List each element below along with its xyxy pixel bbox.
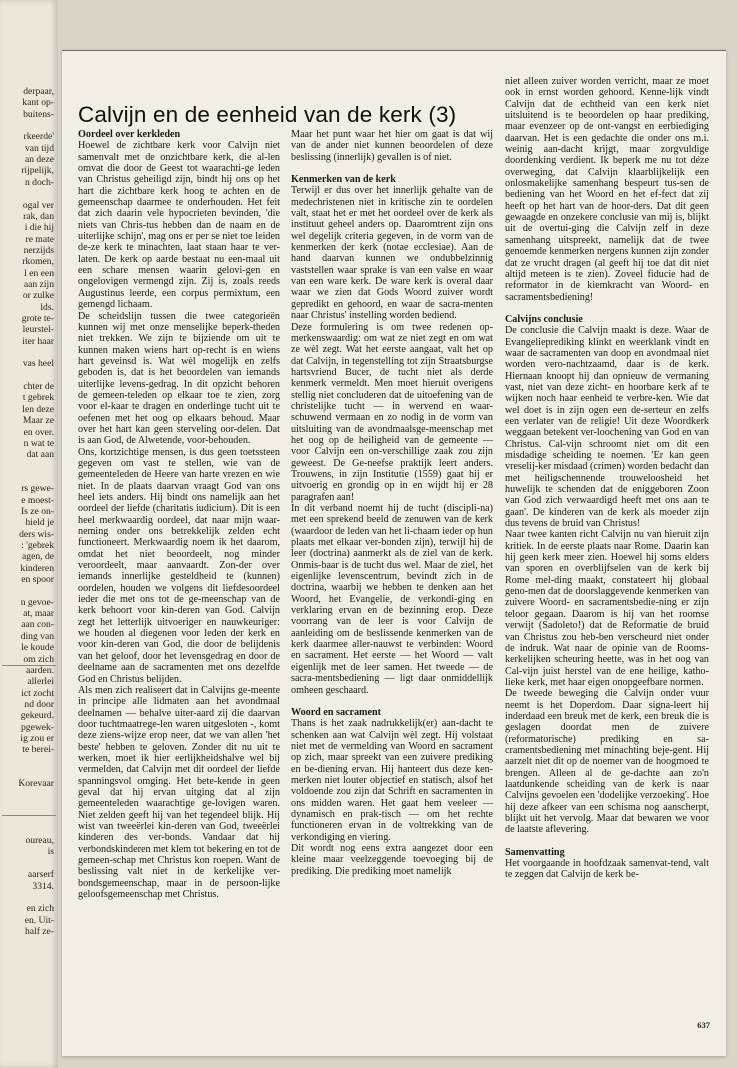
margin-fragment: n wat te bbox=[23, 437, 54, 449]
previous-page-margin bbox=[0, 0, 58, 1068]
body-paragraph: Deze formulering is om twee redenen op-merkenswaardig: om wat ze niet zegt en om wat ze wèl zegt. Wat het eerste aangaat, valt het op dat Calvijn, in tegenstelling tot zijn Straatsburgse hartsvriend Bucer, de tucht niet als derde kenmerk vermeldt. Men moet hieruit overigens stellig niet concluderen dat de uitoefening van de christelijke tucht — in wervend en waar-schuwend vermaan en zo nodig in de vorm van uitsluiting van de avondmaalsge-meenschap met het oog op de heiligheid van de gemeente — voor Calvijn een on-verschillige zaak zou zijn geweest. De Ge-neefse praktijk leert anders. Trouwens, in zijn Institutie (1559) gaat hij er uitvoerig en grondig op in en wijdt hij er 28 paragrafen aan! bbox=[291, 321, 493, 503]
body-paragraph: De scheidslijn tussen die twee categorieën kunnen wij met onze menselijke beperk-theden niet trekken. We zijn te bijziende om uit te kunnen maken wiens hart op-recht is en wiens hart geveinsd is. Wat wèl mogelijk en zelfs geboden is, dat is het beoordelen van iemands uiterlijke levens-gedrag. In dit opzicht behoren de gemeen-teleden op elkaar toe te zien, zorg voor el-kaar te dragen en onderlinge tucht uit te oefenen met het oog op elkaars behoud. Maar over het hart kan geen sterveling oor-delen. Dat is aan God, de Alwetende, voor-behouden. bbox=[78, 310, 280, 447]
margin-fragment: i die hij bbox=[24, 222, 54, 234]
section-heading: Calvijns conclusie bbox=[505, 313, 583, 325]
margin-separator bbox=[2, 665, 56, 666]
margin-fragment: rkomen, bbox=[22, 256, 54, 268]
margin-fragment: rijpelijk, bbox=[21, 165, 54, 177]
margin-fragment: is bbox=[47, 846, 54, 858]
body-paragraph: De conclusie die Calvijn maakt is deze. Waar de Evangelieprediking klinkt en weerklank vindt en waar de sacramenten van doop en avondmaal niet worden vero-nachtzaamd, daar is de kerk. Hiernaan knoopt hij dan opnieuw de vermaning vast, niet van deze zicht- en hoorbare kerk af te wijken noch haar eenheid te verbre-ken. Wie dat wel doet is in zijn ogen een de-serteur en zelfs een verlater van de religie! Uit deze Woordkerk weggaan betekent ver-loochening van God en van Christus. Cal-vijn schroomt niet om dit een misdadige scheiding te noemen. 'Er kan geen vreselij-ker misdaad (crimen) worden bedacht dan met heiligschennende trouweloosheid het huwelijk te schenden dat de eniggeboren Zoon van God zich verwaardigd heeft met ons aan te gaan'. De kinderen van de kerk als moeder zijn dus tevens de bruid van Christus! bbox=[505, 325, 709, 530]
margin-fragment: le koude bbox=[21, 642, 54, 654]
column-right bbox=[505, 76, 709, 881]
margin-fragment: om zich bbox=[23, 653, 54, 665]
margin-fragment: n doch- bbox=[24, 176, 54, 188]
margin-fragment: ding van bbox=[20, 630, 54, 642]
section-heading: Woord en sacrament bbox=[291, 706, 381, 718]
margin-fragment: leurstel- bbox=[22, 324, 54, 336]
margin-fragment: half ze- bbox=[24, 925, 54, 937]
margin-fragment: aarden. bbox=[26, 664, 54, 676]
margin-fragment: Maar ze bbox=[22, 415, 54, 427]
article-title: Calvijn en de eenheid van de kerk (3) bbox=[78, 102, 457, 127]
margin-fragment: Korevaar bbox=[18, 778, 54, 790]
body-paragraph: Thans is het zaak nadrukkelijk(er) aan-dacht te schenken aan wat Calvijn wèl zegt. Hij volstaat niet met de vermelding van Woord en sacrament op zich, maar spreekt van een zuivere prediking en be-diening ervan. Hij hanteert dus deze ken-merken niet louter objectief en statisch, alsof het voldoende zou zijn dat Schrift en sacramenten in ons midden waren. Het gaat hem veeleer — dynamisch en prak-tisch — om het rechte functioneren ervan in de voltrekking van de verkondiging en viering. bbox=[291, 718, 493, 843]
margin-fragment: kant op- bbox=[22, 97, 54, 109]
margin-fragment: rak, dan bbox=[23, 210, 54, 222]
margin-fragment: Is ze on- bbox=[20, 505, 54, 517]
margin-fragment: : 'gebrek bbox=[21, 540, 54, 551]
body-paragraph: Ons, kortzichtige mensen, is dus geen toetssteen gegeven om vast te stellen, wie van de gemeenteleden de Heere van harte vrezen en wie niet. In de plaats daarvan vraagt God van ons heel iets anders. Hij bindt ons namelijk aan het oordeel der liefde (charitatis iudicium). Dit is een heel merkwaardig oordeel, dat naar mijn waar-neming onder ons betrekkelijk zelden echt functioneert. Merkwaardig noem ik het daarom, omdat het niet beoordeelt, nog minder veroordeelt, maar aanvaardt. Zon-der over iemands innerlijke gesteldheid te (kunnen) oordelen, houden we volgens dit liefdesoordeel ieder die met ons tot de ge-meenschap van de kerk behoort voor kin-deren van God. Calvijn zegt het letterlijk uitvoeriger en nauwkeuriger: we houden al diegenen voor leden der kerk en voor kin-deren van God, die door de belijdenis van het geloof, door het levensgedrag en door de deelname aan de sacramenten met ons dezelfde God en Christus belijden. bbox=[78, 446, 280, 685]
margin-fragment: 3314. bbox=[32, 880, 54, 892]
body-paragraph: Maar het punt waar het hier om gaat is dat wij van de ander niet kunnen beoordelen of deze beslissing (innerlijk) gevallen is of niet. bbox=[291, 129, 493, 163]
margin-fragment: nerzijds bbox=[23, 244, 54, 256]
margin-fragment: an deze bbox=[24, 154, 54, 166]
margin-fragment: lds. bbox=[40, 301, 54, 313]
margin-fragment: te berei- bbox=[22, 744, 54, 756]
margin-fragment: at, maar bbox=[23, 608, 54, 620]
body-paragraph: Hoewel de zichtbare kerk voor Calvijn niet samenvalt met de onzichtbare kerk, die al-len omvat die door de Geest tot waarachti-ge leden van Christus geheiligd zijn, bindt hij ons op het hart die zichtbare kerk hoog te achten en de gemeenschap daarmee te onderhouden. Het feit dat zich daarin vele hypocrieten bevinden, 'die niets van Chris-tus hebben dan de naam en de uiterlijke schijn', mag ons er per se niet toe leiden de-ze kerk te minachten, laat staan haar te ver-laten. De kerk op aarde bestaat nu een-maal uit een schare mensen waarin gelovi-gen en ongelovigen vermengd zijn. Zij is, zoals reeds Augustinus leerde, een corpus permixtum, een gemengd lichaam. bbox=[78, 140, 280, 311]
margin-fragment: chter de bbox=[23, 381, 54, 393]
margin-fragment: grote te- bbox=[21, 313, 54, 324]
margin-fragment: iter haar bbox=[22, 335, 54, 347]
margin-fragment: len deze bbox=[22, 403, 54, 415]
margin-fragment: oureau, bbox=[25, 835, 54, 847]
column-left bbox=[78, 129, 280, 900]
margin-fragment: ders wis- bbox=[19, 528, 54, 540]
body-paragraph: Naar twee kanten richt Calvijn nu van hieruit zijn kritiek. In de eerste plaats naar Rome. Daarin kan hij geen kerk meer zien. Hoewel hij soms elders van sporen en overblijfselen van de kerk bij Rome mel-ding maakt, constateert hij globaal geno-men dat de doorslaggevende kenmerken van zuivere Woord- en sacramentsbedie-ning er zijn teloor gegaan. Daarom is hij van het roomse verwijt (Sadoleto!) dat de Reformatie de bruid van Christus zou heb-ben verscheurd niet onder de indruk. Wat naar de opinie van de Rooms-kerkelijken scheuring heette, was in het oog van Cal-vijn juist herstel van de ene heilige, katho-lieke kerk, met haar eigen onopgeefbare normen. bbox=[505, 529, 709, 688]
paragraph-gap bbox=[505, 836, 709, 847]
margin-fragment: pgewek- bbox=[20, 721, 54, 733]
section-heading: Oordeel over kerkleden bbox=[78, 129, 181, 140]
margin-separator bbox=[2, 815, 56, 816]
margin-fragment: rkeerde' bbox=[23, 131, 54, 143]
body-paragraph: niet alleen zuiver worden verricht, maar ze moet ook in ernst worden gehoord. Kenne-lijk vindt Calvijn dat de echtheid van een kerk niet uitsluitend is te beoordelen op haar prediking, maar evenzeer op de ont-vangst en eerbiediging daarvan. Het is een gedachte die onder ons m.i. weinig aan-dacht krijgt, maar zorgvuldige doordenking verdient. Ik beperk me nu tot déze overweging, dat Calvijn klaarblijkelijk een onlosmakelijke samenhang bespeurt tus-sen de bediening van het Woord en het ef-fect dat zij heeft op het hart van de hoor-ders. Dat dit geen gewaagde en onzekere conclusie van mij is, blijkt uit de overtui-ging die Calvijn zelf in deze samenhang uitspreekt, namelijk dat de twee genoemde kenmerken nergens kunnen zijn zonder dat ze vrucht dragen (al geeft hij toe dat dit niet altijd meteen is te zien). Zoveel fiducie had de reformator in de kiemkracht van Woord- en sacramentsbediening! bbox=[505, 76, 709, 303]
body-paragraph: Het voorgaande in hoofdzaak samenvat-tend, valt te zeggen dat Calvijn de kerk be- bbox=[505, 858, 709, 881]
margin-fragment: ict zocht bbox=[21, 687, 54, 699]
margin-fragment: aan con- bbox=[21, 619, 54, 631]
margin-fragment: en over. bbox=[23, 426, 54, 438]
margin-fragment: re mate bbox=[25, 233, 54, 245]
section-heading: Samenvatting bbox=[505, 846, 565, 858]
margin-fragment: gekeurd. bbox=[20, 710, 54, 722]
margin-fragment: en spoor bbox=[21, 574, 54, 586]
page-number: 637 bbox=[697, 1020, 710, 1030]
margin-fragment: kinderen bbox=[20, 562, 54, 574]
body-paragraph: De tweede beweging die Calvijn onder vuur neemt is het Doperdom. Daar signa-leert hij inderdaad een breuk met de kerk, een breuk die is geslagen doordat men de zuivere (reformatorische) prediking en sa-cramentsbediening met minachting beje-gent. Hij aarzelt niet dit op de noemer van de hoogmoed te brengen. Alleen al de ge-dachte aan zo'n laatdunkende scheiding van de kerk is naar Calvijns gevoelen een 'dodelijke verzoeking'. Hoe hij deze afkeer van een schisma nog aanscherpt, blijkt uit het vervolg. Maar dat bewaren we voor de laatste aflevering. bbox=[505, 688, 709, 836]
margin-fragment: van tijd bbox=[24, 142, 54, 154]
margin-fragment: en zich bbox=[26, 903, 54, 915]
magazine-page bbox=[62, 50, 726, 1056]
margin-fragment: derpaar, bbox=[23, 86, 54, 97]
paragraph-gap bbox=[291, 696, 493, 707]
margin-fragment: hield je bbox=[25, 517, 54, 529]
paragraph-gap bbox=[291, 163, 493, 174]
body-paragraph: Als men zich realiseert dat in Calvijns ge-meente in principe alle lidmaten aan het avondmaal deelnamen — behalve uiter-aard zij die daarvan door tuchtmaatrege-len waren uitgesloten -, komt deze ziens-wijze erop neer, dat we van allen 'het beste' hebben te geloven. Zonder dit nu uit te werken, moet ik hier eerlijkheidshalve wel bij vermelden, dat Calvijn met dit oordeel der liefde spanningsvol omging. Het bete-kende in geen geval dat hij ervan uitging dat al zijn gemeenteleden waarachtige ge-lovigen waren. Niet zelden geeft hij van het tegendeel blijk. Hij wist van tweeërlei kin-deren van God, tweeërlei kinderen des ver-bonds. Vandaar dat hij verbondskinderen met klem tot bekering en tot de gemeen-schap met Christus kon roepen. Want de beslissing valt niet in de kerkelijke ver-bondsgemeenschap, maar in de persoon-lijke geloofsgemeenschap met Christus. bbox=[78, 684, 280, 901]
margin-fragment: l en een bbox=[24, 267, 54, 279]
body-paragraph: Dit wordt nog eens extra aangezet door een kleine maar veelzeggende toevoeging bij de prediking. Die prediking moet namelijk bbox=[291, 842, 493, 877]
body-paragraph: Terwijl er dus over het innerlijk gehalte van de medechristenen niet in kritische zin te oordelen valt, staat het er met het oordeel over de kerk als instituut geheel anders op. Daaromtrent zijn ons wel degelijk criteria gegeven, in de vorm van de kenmerken der kerk (notae ecclesiae). Aan de hand daarvan kunnen we ondubbelzinnig vaststellen waar sprake is van een valse en waar van een ware kerk. De ware kerk is overal daar waar we zien dat Gods Woord zuiver wordt gepredikt en gehoord, en waar de sacra-menten naar Christus' instelling worden bediend. bbox=[291, 185, 493, 322]
margin-fragment: allerlei bbox=[27, 676, 54, 688]
margin-fragment: ogal ver bbox=[22, 199, 54, 211]
margin-fragment: aarserf bbox=[27, 869, 54, 881]
margin-fragment: ig zou er bbox=[20, 732, 54, 744]
margin-fragment: en. Uit- bbox=[24, 914, 54, 926]
margin-fragment: nd door bbox=[24, 698, 54, 710]
margin-fragment: agen, de bbox=[22, 551, 54, 563]
margin-fragment: n gevoe- bbox=[20, 596, 54, 608]
margin-fragment: vas heel bbox=[22, 358, 54, 370]
margin-fragment: rs gewe- bbox=[21, 483, 54, 495]
margin-fragment: e moest- bbox=[21, 494, 54, 506]
margin-fragment: dat aan bbox=[26, 449, 54, 461]
column-middle bbox=[291, 129, 493, 877]
margin-fragment: or zulke bbox=[22, 290, 54, 302]
margin-fragment: aan zijn bbox=[23, 278, 54, 290]
margin-fragment: buitens- bbox=[23, 108, 54, 120]
section-heading: Kenmerken van de kerk bbox=[291, 174, 396, 186]
paragraph-gap bbox=[505, 303, 709, 314]
top-rule bbox=[62, 50, 726, 51]
margin-fragment: t gebrek bbox=[22, 392, 54, 404]
body-paragraph: In dit verband noemt hij de tucht (discipli-na) met een sprekend beeld de zenuwen van de kerk (waardoor de leden van het li-chaam ieder op hun plaats met elkaar ver-bonden zijn), terwijl hij de leer (doctrina) aanmerkt als de ziel van de kerk. Onmis-baar is de tucht dus wel. Maar de ziel, het eigenlijke levenscentrum, bevindt zich in de doctrina, waarbij we hebben te denken aan het Woord, het Evangelie, de verkondi-ging en verklaring ervan en de bezinning erop. Deze voorrang van de leer is voor Calvijn de aanleiding om de beslissende kenmerken van de kerk daarmee aller-nauwst te verbinden: Woord en sacrament. Het eerste — het Woord — valt eigenlijk met de leer samen. Het tweede — de sacra-mentsbediening — ligt daar onmiddellijk omheen geschaard. bbox=[291, 503, 493, 696]
